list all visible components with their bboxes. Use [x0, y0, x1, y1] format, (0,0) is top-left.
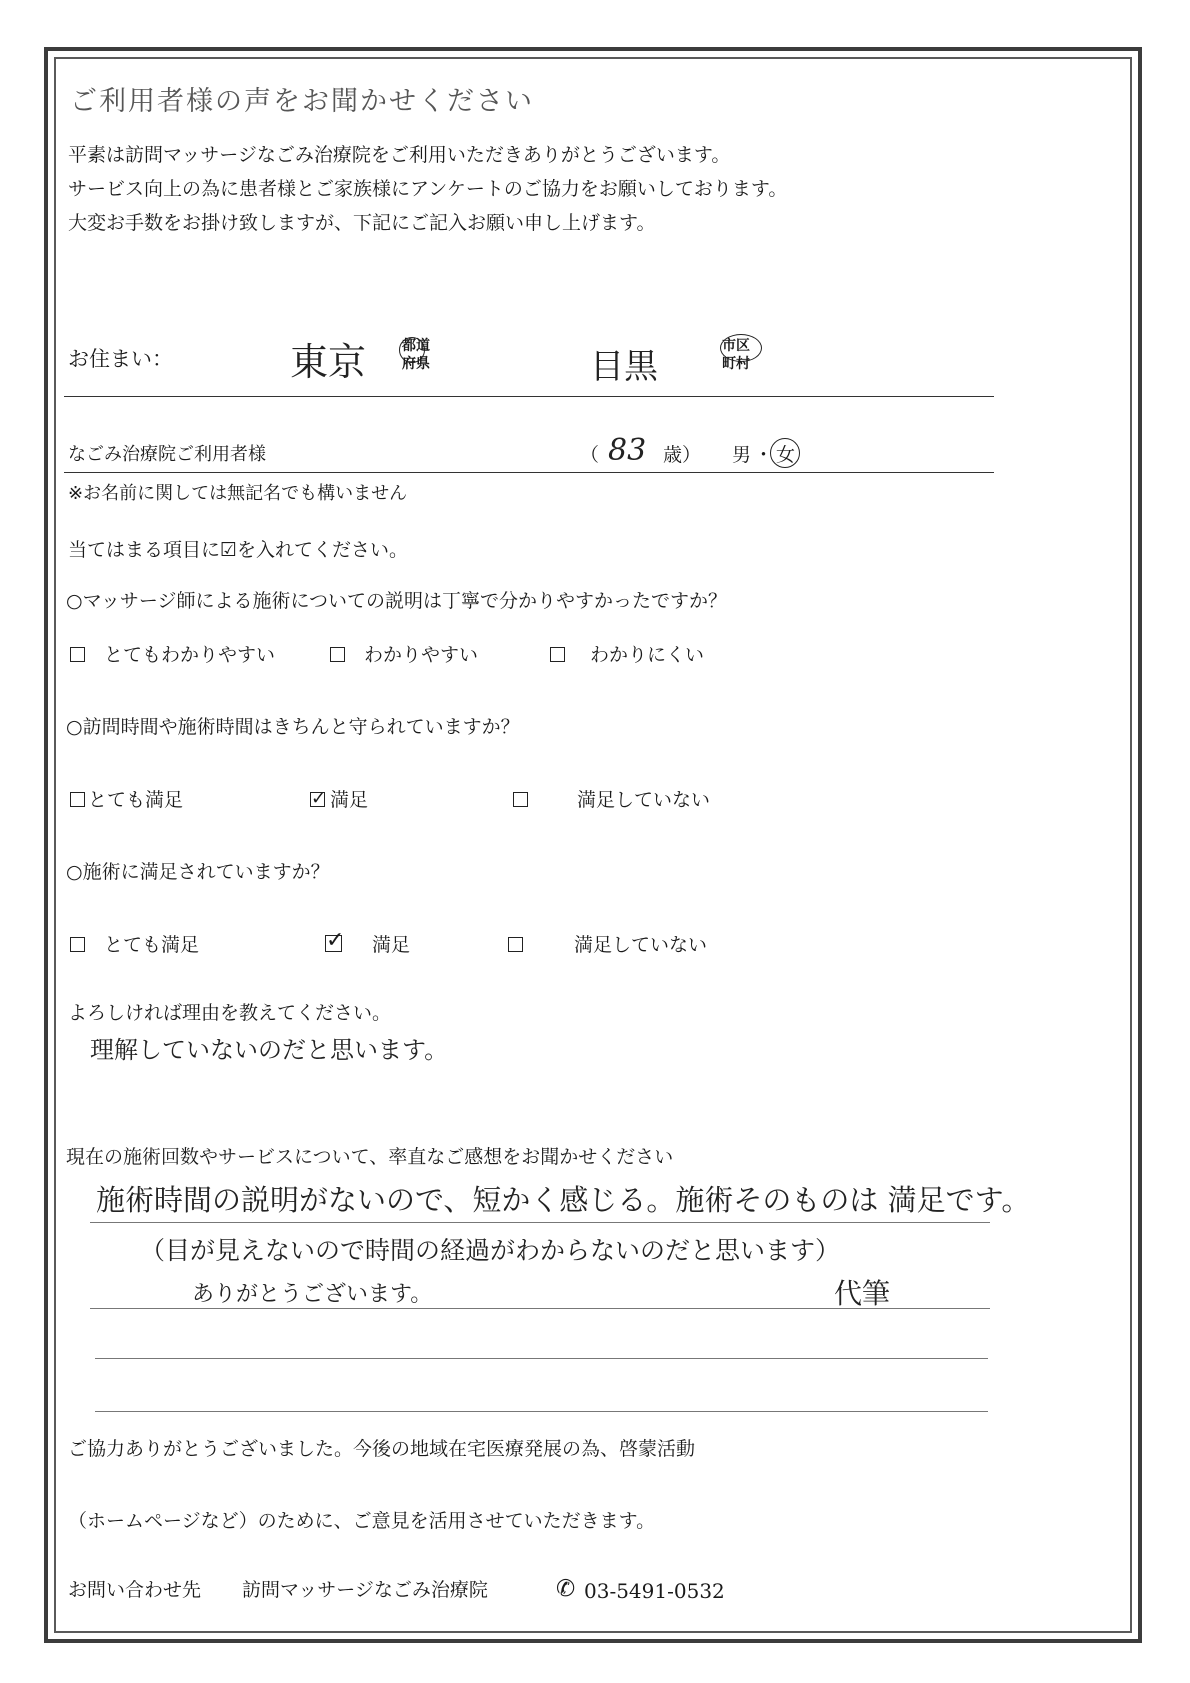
proxy-writer-note: 代筆 [834, 1277, 891, 1310]
address-underline [64, 396, 994, 397]
q1-option-3-checkbox[interactable] [550, 647, 565, 662]
address-label: お住まい： [68, 347, 173, 371]
age-open-paren: （ [580, 444, 600, 466]
q3-option-3-checkbox[interactable] [508, 937, 523, 952]
prefecture-value: 東京 [290, 340, 367, 384]
q3-option-1-checkbox[interactable] [70, 937, 85, 952]
age-value: 83 [608, 433, 647, 468]
inner-border [54, 57, 1132, 1633]
q2-option-3-label: 満足していない [577, 789, 711, 811]
user-underline [64, 472, 994, 473]
page-title: ご利用者様の声をお聞かせください [70, 86, 534, 117]
q1-option-2-checkbox[interactable] [330, 647, 345, 662]
contact-clinic: 訪問マッサージなごみ治療院 [242, 1579, 488, 1601]
city-value: 目黒 [590, 347, 658, 387]
gender-separator: ・ [754, 444, 774, 466]
q2-option-1-label: とても満足 [88, 789, 184, 811]
q1-option-1-checkbox[interactable] [70, 647, 85, 662]
feedback-prompt: 現在の施術回数やサービスについて、率直なご感想をお聞かせください [66, 1146, 674, 1168]
q1-option-2-label: わかりやすい [364, 644, 479, 666]
question-3-text: ○施術に満足されていますか？ [66, 861, 330, 883]
feedback-rule-2 [90, 1308, 990, 1309]
feedback-rule-4 [95, 1411, 988, 1412]
q3-option-3-label: 満足していない [574, 934, 708, 956]
q3-option-1-label: とても満足 [104, 934, 200, 956]
intro-line-3: 大変お手数をお掛け致しますが、下記にご記入お願い申し上げます。 [68, 212, 656, 234]
gender-female: 女 [776, 444, 796, 466]
contact-phone[interactable]: 03-5491-0532 [584, 1579, 725, 1603]
feedback-line-1: 施術時間の説明がないので、短かく感じる。施術そのものは 満足です。 [96, 1183, 1031, 1217]
q2-option-2-checkbox[interactable]: ✓ [311, 788, 327, 809]
question-2-text: ○訪問時間や施術時間はきちんと守られていますか？ [66, 716, 520, 738]
phone-icon: ✆ [556, 1576, 576, 1602]
user-label: なごみ治療院ご利用者様 [68, 444, 266, 465]
name-note: ※お名前に関しては無記名でも構いません [68, 483, 408, 504]
intro-line-2: サービス向上の為に患者様とご家族様にアンケートのご協力をお願いしております。 [68, 178, 788, 200]
q2-option-1-checkbox[interactable] [70, 792, 85, 807]
prefecture-unit-bottom: 府県 [402, 356, 430, 372]
reason-answer: 理解していないのだと思います。 [90, 1036, 449, 1064]
feedback-line-2: （目が見えないので時間の経過がわからないのだと思います） [140, 1236, 841, 1265]
feedback-rule-1 [90, 1222, 990, 1223]
intro-line-1: 平素は訪問マッサージなごみ治療院をご利用いただきありがとうございます。 [68, 144, 731, 166]
closing-line-1: ご協力ありがとうございました。今後の地域在宅医療発展の為、啓蒙活動 [68, 1438, 696, 1460]
q2-option-2-label: 満足 [330, 789, 369, 811]
age-unit: 歳） [663, 444, 702, 466]
contact-label: お問い合わせ先 [68, 1579, 202, 1601]
q2-option-3-checkbox[interactable] [513, 792, 528, 807]
closing-line-2: （ホームページなど）のために、ご意見を活用させていただきます。 [68, 1510, 656, 1532]
question-1-text: ○マッサージ師による施術についての説明は丁寧で分かりやすかったですか？ [66, 590, 728, 612]
reason-prompt: よろしければ理由を教えてください。 [68, 1002, 392, 1024]
instruction: 当てはまる項目に☑を入れてください。 [68, 539, 409, 561]
q1-option-3-label: わかりにくい [590, 644, 705, 666]
city-unit-bottom: 町村 [722, 356, 750, 372]
q3-option-2-label: 満足 [372, 934, 411, 956]
q3-option-2-checkbox[interactable]: ✓ [326, 928, 345, 953]
prefecture-unit-top: 都道 [402, 338, 430, 354]
feedback-rule-3 [95, 1358, 988, 1359]
q1-option-1-label: とてもわかりやすい [104, 644, 276, 666]
feedback-line-3: ありがとうございます。 [192, 1282, 433, 1307]
gender-male: 男 [732, 444, 752, 466]
city-unit-top: 市区 [722, 338, 750, 354]
gender-female-circle [770, 438, 800, 468]
